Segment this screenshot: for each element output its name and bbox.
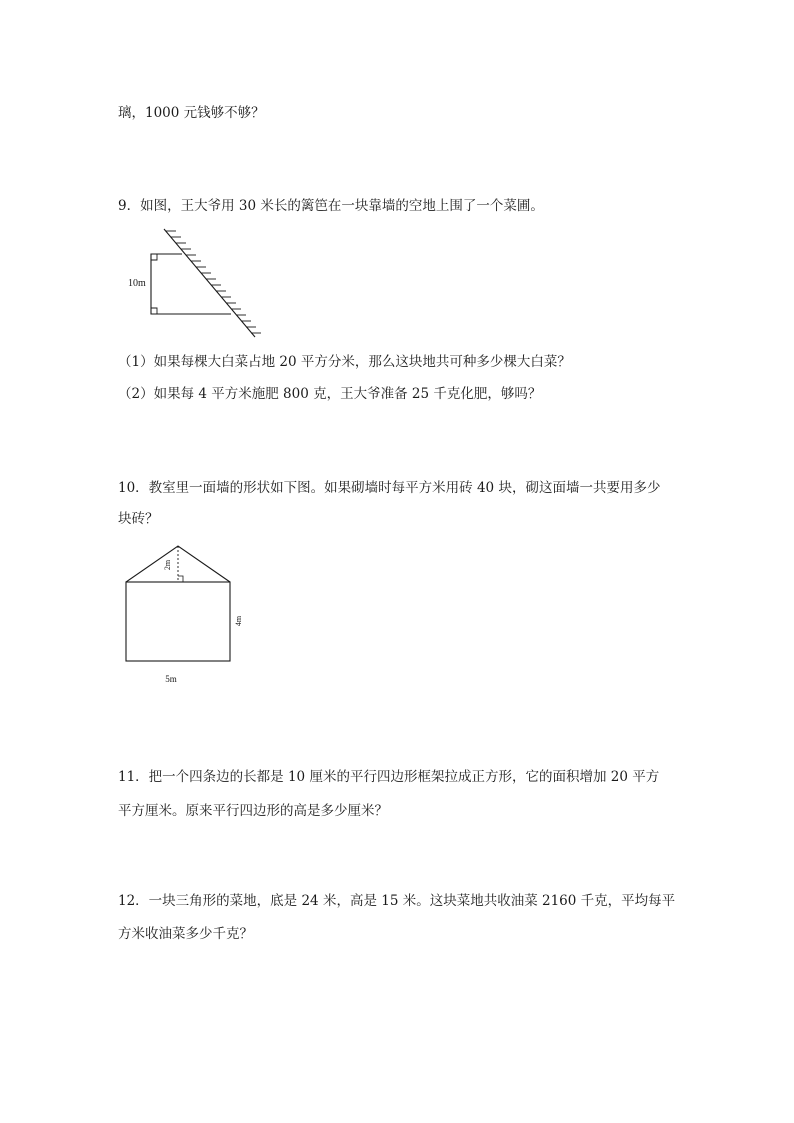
right-angle-mark-top [151,254,157,260]
fence-outline [151,254,231,314]
wall-shape-figure [118,540,258,690]
side-label-10m: 10m [128,278,146,289]
question-10-line-2: 块砖？ [118,511,159,527]
height-label-2m: 2m [163,559,172,571]
question-11-line-2: 平方厘米。原来平行四边形的高是多少厘米？ [118,803,388,819]
question-9-part-1: （1）如果每棵大白菜占地 20 平方分米，那么这块地共可种多少棵大白菜？ [118,354,571,370]
right-angle-mark-bottom [151,308,157,314]
continuation-text: 璃，1000 元钱够不够？ [118,105,265,121]
question-12-line-1: 12．一块三角形的菜地，底是 24 米，高是 15 米。这块菜地共收油菜 2160 千克，平均每平 [118,893,676,909]
question-9-stem: 9．如图，王大爷用 30 米长的篱笆在一块靠墙的空地上围了一个菜圃。 [118,198,544,214]
base-label-5m: 5m [165,674,177,684]
question-11-line-1: 11．把一个四条边的长都是 10 厘米的平行四边形框架拉成正方形，它的面积增加 20 平方 [118,769,660,785]
question-10-line-1: 10．教室里一面墙的形状如下图。如果砌墙时每平方米用砖 40 块，砌这面墙一共要用多少 [118,480,661,496]
wall-rectangle [126,582,230,661]
side-label-4m: 4m [234,615,243,627]
question-12-line-2: 方米收油菜多少千克？ [118,926,253,942]
wall-hatching [166,231,261,333]
question-9-part-2: （2）如果每 4 平方米施肥 800 克，王大爷准备 25 千克化肥，够吗？ [118,386,542,402]
right-angle-mark [178,576,183,582]
garden-fence-figure [120,224,270,344]
